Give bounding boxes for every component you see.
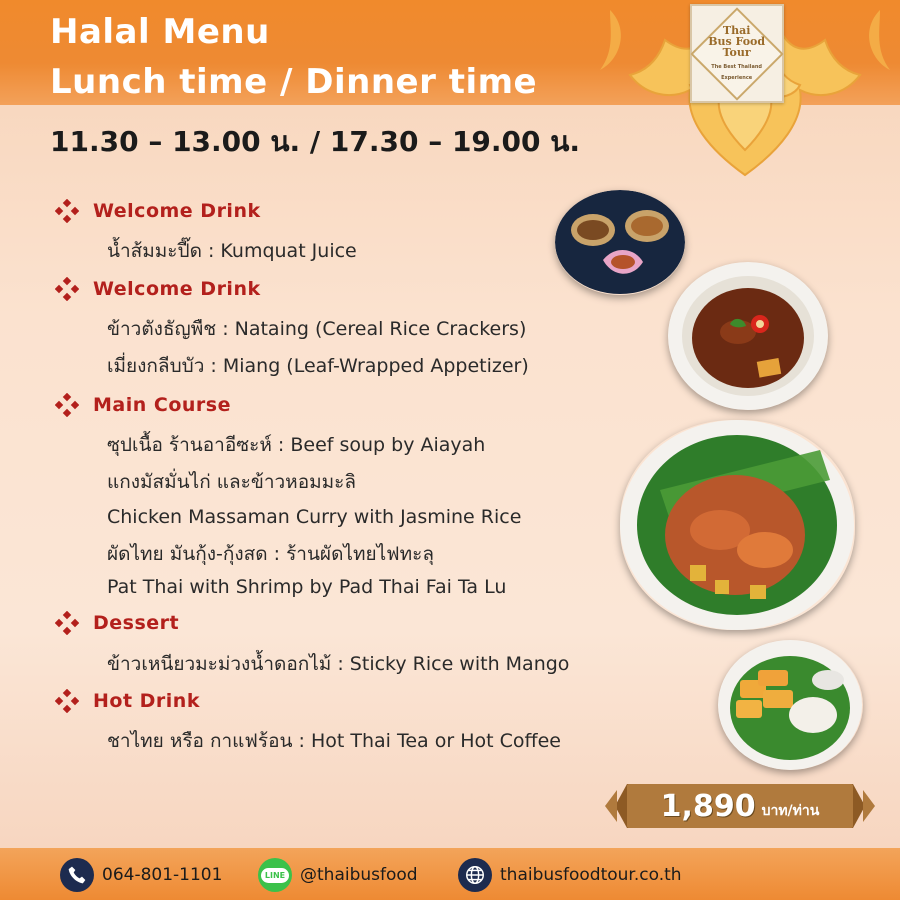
section-title: Welcome Drink bbox=[93, 200, 261, 222]
section-welcome-drink-2 bbox=[55, 276, 261, 302]
mango-sticky-rice-photo bbox=[718, 640, 863, 770]
menu-item: แกงมัสมั่นไก่ และข้าวหอมมะลิ bbox=[107, 471, 357, 493]
section-title: Welcome Drink bbox=[93, 278, 261, 300]
price-tag bbox=[605, 780, 875, 832]
menu-item: ข้าวตังธัญพืช : Nataing (Cereal Rice Crackers) bbox=[107, 318, 527, 340]
section-title: Hot Drink bbox=[93, 690, 200, 712]
website-url: thaibusfoodtour.co.th bbox=[500, 865, 682, 885]
section-hot-drink bbox=[55, 688, 200, 714]
section-title: Main Course bbox=[93, 394, 231, 416]
brand-logo bbox=[690, 4, 784, 103]
price-label bbox=[627, 784, 853, 828]
phone-icon bbox=[60, 858, 94, 892]
price-unit: บาท/ท่าน bbox=[761, 803, 820, 819]
diamond-bullet-icon bbox=[55, 277, 79, 301]
menu-item: น้ำส้มมะปี๊ด : Kumquat Juice bbox=[107, 240, 357, 262]
beef-soup-photo bbox=[668, 262, 828, 410]
menu-item: Chicken Massaman Curry with Jasmine Rice bbox=[107, 506, 522, 528]
line-icon bbox=[258, 858, 292, 892]
menu-title: Halal Menu bbox=[50, 12, 270, 52]
section-welcome-drink-1 bbox=[55, 198, 261, 224]
section-dessert bbox=[55, 610, 179, 636]
contact-phone[interactable] bbox=[60, 858, 222, 892]
section-main-course bbox=[55, 392, 231, 418]
menu-item: ซุปเนื้อ ร้านอาอีซะห์ : Beef soup by Aiayah bbox=[107, 434, 486, 456]
diamond-bullet-icon bbox=[55, 611, 79, 635]
logo-line-2: Bus Food bbox=[708, 34, 766, 47]
diamond-bullet-icon bbox=[55, 393, 79, 417]
logo-tagline: The Best Thailand Experience bbox=[711, 63, 763, 80]
diamond-bullet-icon bbox=[55, 689, 79, 713]
line-icon-label: LINE bbox=[261, 868, 289, 883]
menu-item: Pat Thai with Shrimp by Pad Thai Fai Ta Lu bbox=[107, 576, 507, 598]
menu-subtitle: Lunch time / Dinner time bbox=[50, 62, 538, 102]
menu-item: เมี่ยงกลีบบัว : Miang (Leaf-Wrapped Appetizer) bbox=[107, 355, 529, 377]
menu-item: ผัดไทย มันกุ้ง-กุ้งสด : ร้านผัดไทยไฟทะลุ bbox=[107, 543, 434, 565]
contact-website[interactable] bbox=[458, 858, 682, 892]
section-title: Dessert bbox=[93, 612, 180, 634]
phone-number: 064-801-1101 bbox=[102, 865, 223, 885]
globe-icon bbox=[458, 858, 492, 892]
pad-thai-photo bbox=[620, 420, 855, 630]
logo-line-1: Thai bbox=[723, 23, 751, 36]
contact-line[interactable] bbox=[258, 858, 418, 892]
price-amount: 1,890 bbox=[660, 788, 756, 824]
menu-item: ข้าวเหนียวมะม่วงน้ำดอกไม้ : Sticky Rice with Mango bbox=[107, 653, 570, 675]
diamond-bullet-icon bbox=[55, 199, 79, 223]
service-times: 11.30 – 13.00 น. / 17.30 – 19.00 น. bbox=[50, 125, 581, 158]
logo-line-3: Tour bbox=[722, 45, 752, 58]
welcome-drink-photo bbox=[555, 190, 685, 295]
line-handle: @thaibusfood bbox=[300, 865, 418, 885]
menu-item: ชาไทย หรือ กาแฟร้อน : Hot Thai Tea or Hot Coffee bbox=[107, 730, 561, 752]
